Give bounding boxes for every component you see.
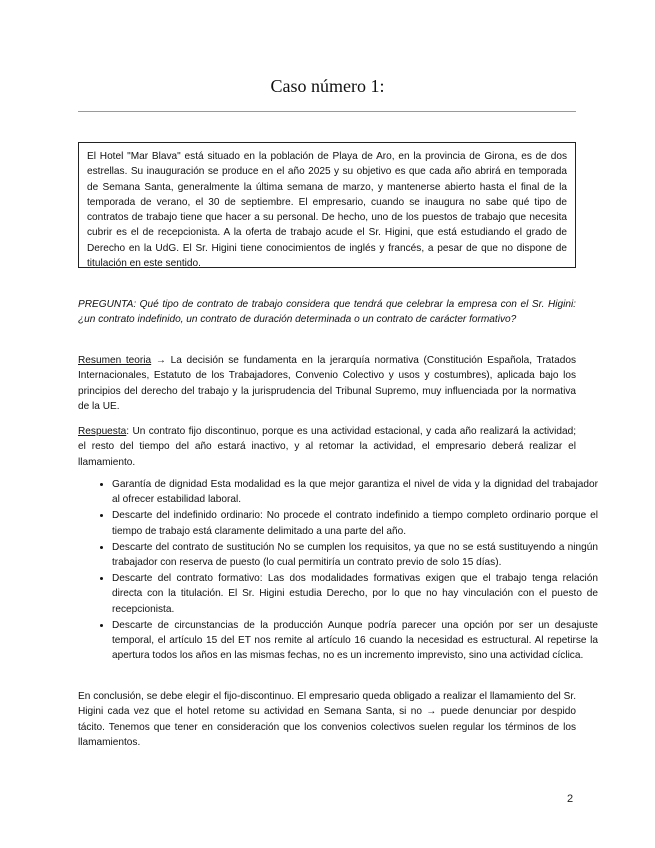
- page-title: Caso número 1:: [270, 76, 385, 96]
- list-item: • Descarte del indefinido ordinario: No procede el contrato indefinido a tiempo completo ordinario porque el tiempo de trabajo está claramente delimitado a una parte del año.: [112, 508, 598, 539]
- conclusion-paragraph: [78, 689, 576, 751]
- case-statement-box: [78, 142, 576, 268]
- case-statement-text: El Hotel "Mar Blava" está situado en la población de Playa de Aro, en la provincia de Girona, es de dos estrellas. Su inauguración se produce en el año 2025 y su objetivo es que cada año abrirá en temporada de Semana Santa, generalmente la última semana de marzo, y mantenerse abierto hasta el final de la temporada de verano, el 30 de septiembre. El empresario, cuando se inaugura no sabe qué tipo de contratos de trabajo tiene que hacer a su personal. De hecho, uno de los puestos de trabajo que necesita cubrir es el de recepcionista. A la oferta de trabajo acude el Sr. Higini, que está estudiando el grado de Derecho en la UdG. El Sr. Higini tiene conocimientos de inglés y francés, a pesar de que no dispone de titulación en este sentido.: [87, 151, 567, 270]
- theory-text: La decisión se fundamenta en la jerarquía normativa (Constitución Española, Tratados Internacionales, Estatuto de los Trabajadores, Convenio Colectivo y usos y costumbres), aplicada bajo los principios del derecho del trabajo y la jurisprudencia del Tribunal Supremo, muy influenciada por la normativa de la UE.: [78, 355, 576, 413]
- arrow-icon: →: [426, 706, 437, 718]
- answer-label: Respuesta: [78, 426, 127, 437]
- reasons-list: [92, 477, 598, 664]
- answer-paragraph: [78, 424, 576, 470]
- page-number: 2: [567, 793, 574, 805]
- arrow-icon: →: [155, 355, 166, 366]
- answer-text: : Un contrato fijo discontinuo, porque es una actividad estacional, y cada año realizará la actividad; el resto del tiempo del año estará inactivo, y al retomar la actividad, el empresario deberá realizar el llamamiento.: [78, 426, 576, 468]
- theory-paragraph: [78, 353, 576, 415]
- list-item: • Garantía de dignidad Esta modalidad es la que mejor garantiza el nivel de vida y la dignidad del trabajador al ofrecer estabilidad laboral.: [112, 477, 598, 508]
- title-divider: [78, 111, 576, 112]
- conclusion-text-start: En conclusión, se debe elegir el fijo-discontinuo. El empresario queda obligado a realizar el llamamiento del Sr. Higini cada vez que el hotel retome su actividad en Semana Santa, si no: [78, 691, 576, 718]
- question-paragraph: PREGUNTA: Qué tipo de contrato de trabajo considera que tendrá que celebrar la empresa con el Sr. Higini: ¿un contrato indefinido, un contrato de duración determinada o un contrato de carácter formativo?: [78, 299, 576, 326]
- list-item: • Descarte del contrato de sustitución No se cumplen los requisitos, ya que no se está sustituyendo a ningún trabajador con reserva de puesto (lo cual permitiría un contrato previo de solo 15 días).: [112, 540, 598, 571]
- list-item: • Descarte de circunstancias de la producción Aunque podría parecer una opción por ser un desajuste temporal, el artículo 15 del ET nos remite al artículo 16 cuando la necesidad es estructural. Al repetirse la apertura todos los años en las mismas fechas, no es un incremento imprevisto, sino una actividad cíclica.: [112, 618, 598, 664]
- list-item: • Descarte del contrato formativo: Las dos modalidades formativas exigen que el trabajo tenga relación directa con la titulación. El Sr. Higini estudia Derecho, por lo que no hay vinculación con el puesto de recepcionista.: [112, 571, 598, 617]
- theory-label: Resumen teoria: [78, 355, 152, 366]
- conclusion-text-end: puede denunciar por despido tácito. Tenemos que tener en consideración que los convenios colectivos suelen regular los términos de los llamamientos.: [78, 706, 576, 749]
